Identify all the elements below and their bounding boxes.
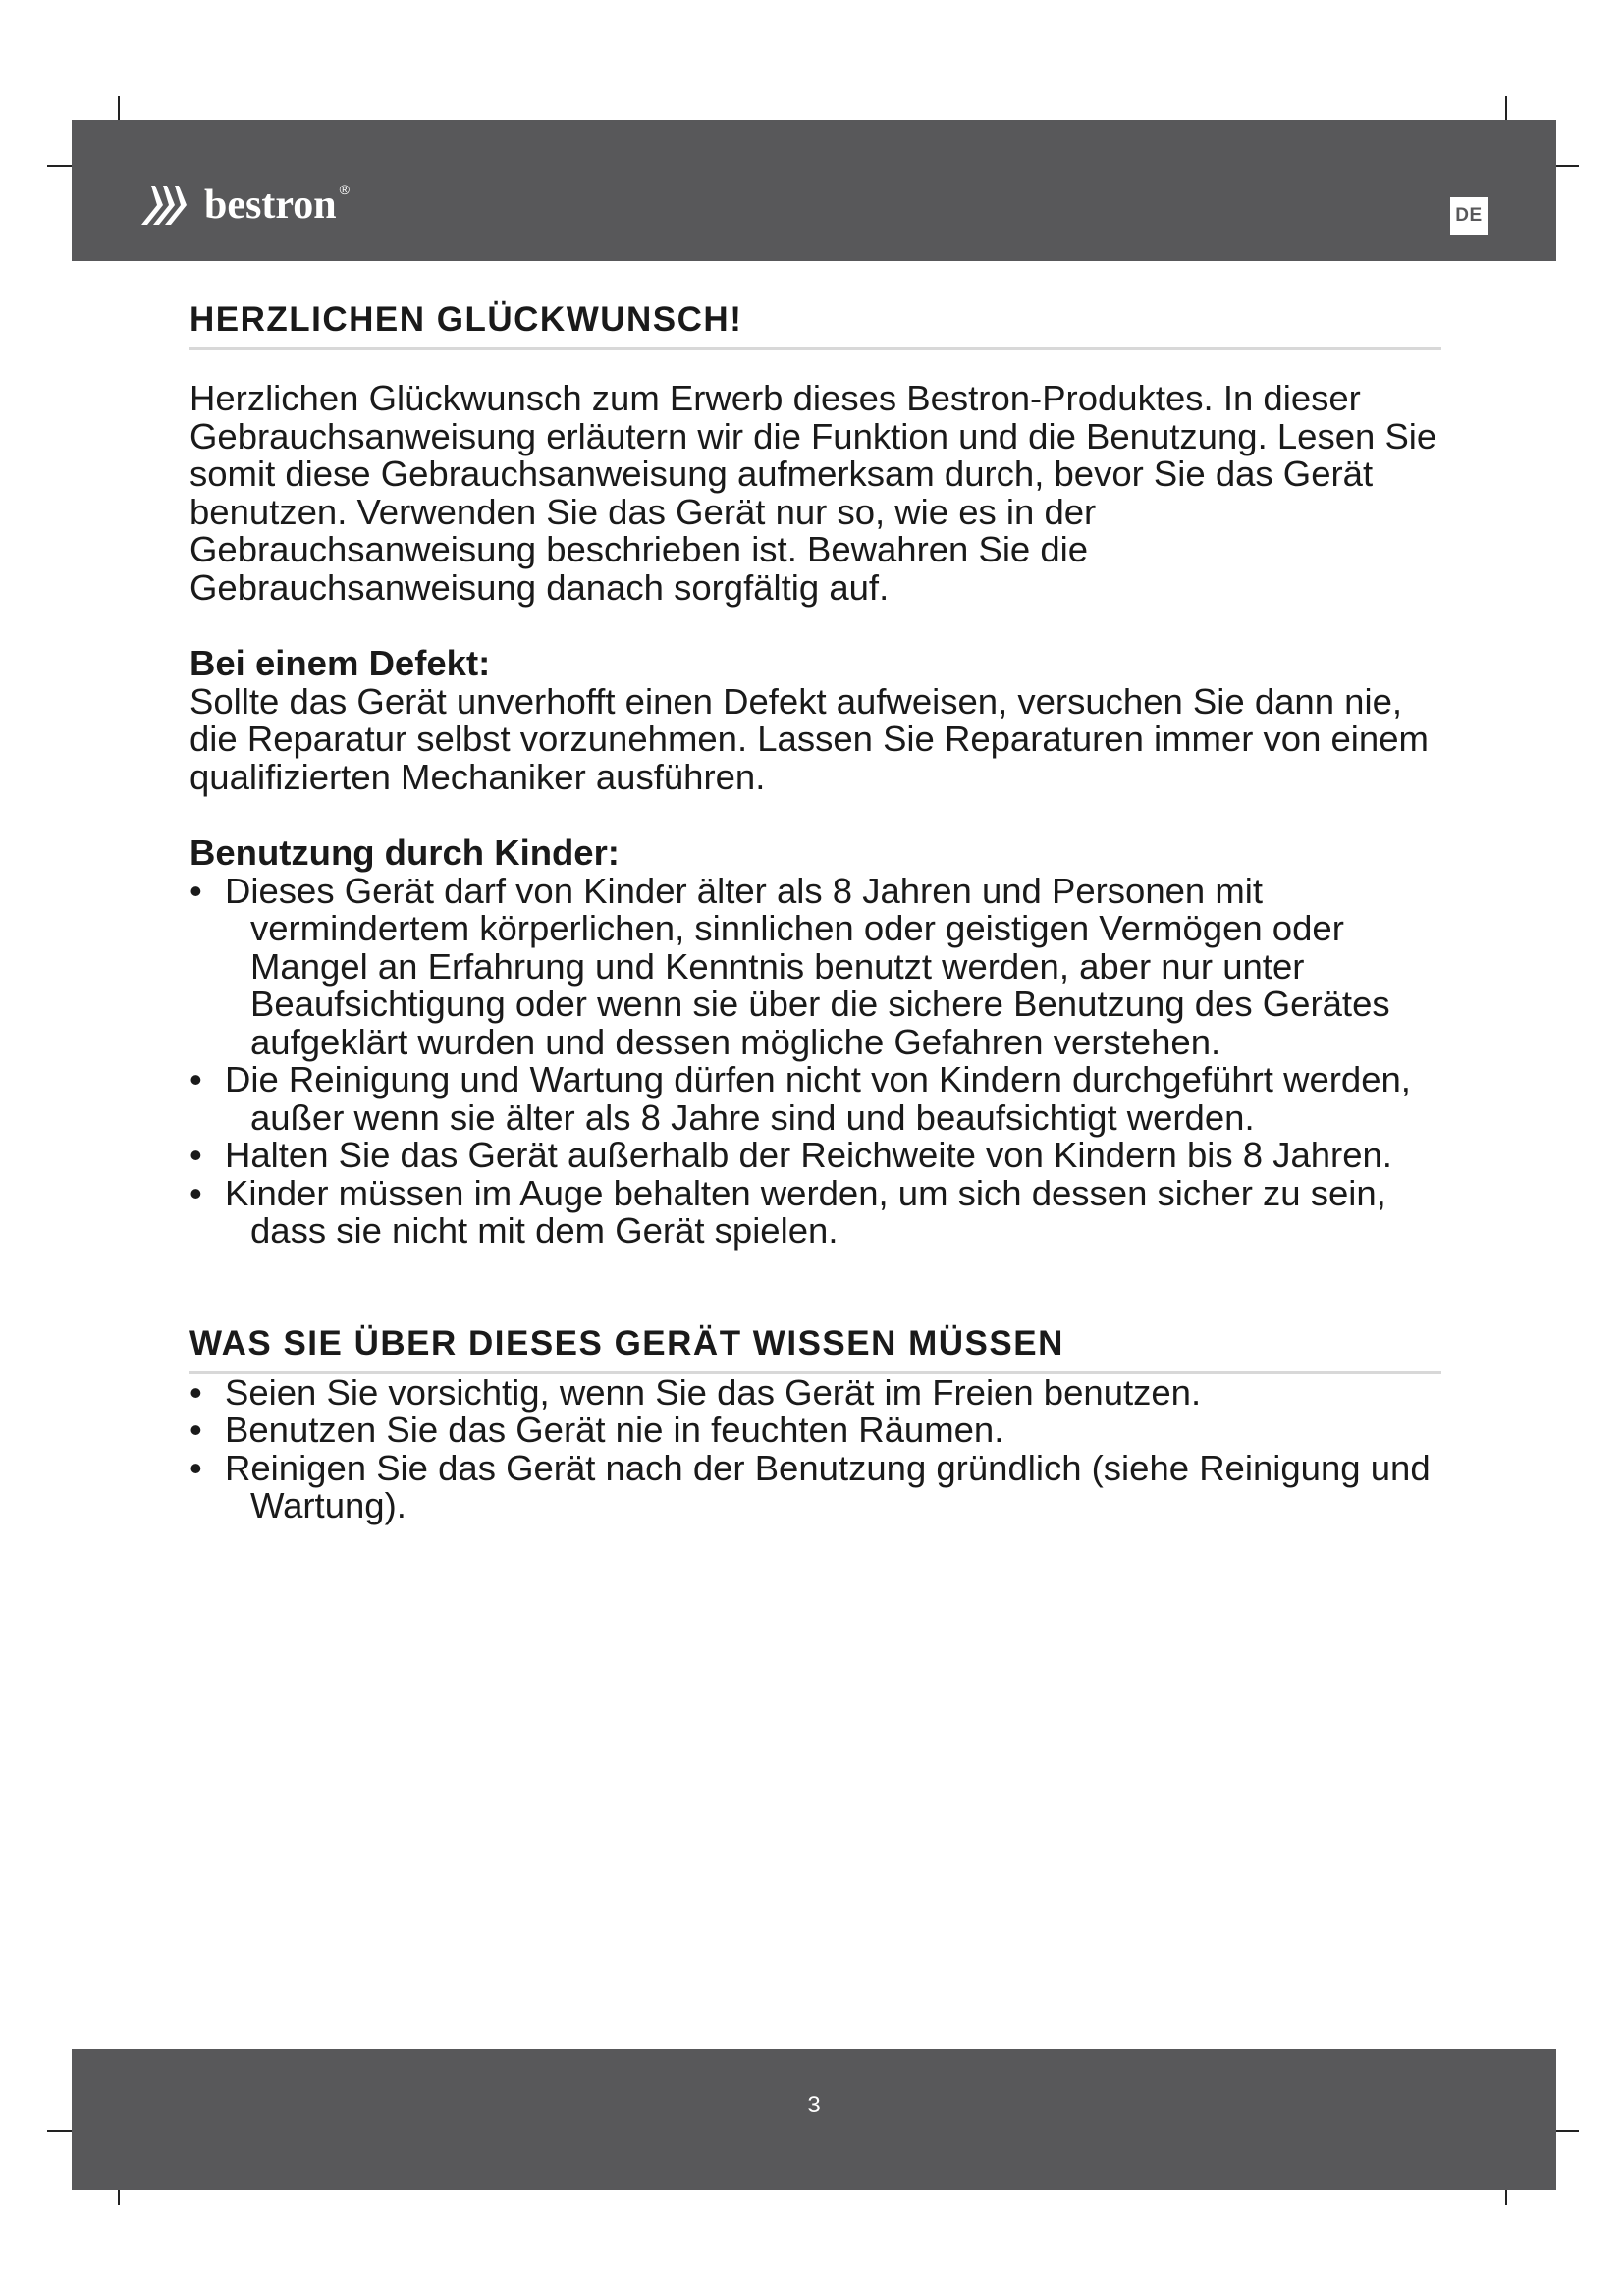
section-heading: WAS SIE ÜBER DIESES GERÄT WISSEN MÜSSEN bbox=[189, 1324, 1441, 1374]
intro-paragraph: Herzlichen Glückwunsch zum Erwerb dieses Bestron-Produktes. In dieser Gebrauchsanweisung erläutern wir die Funktion und die Benutzung. Lesen Sie somit diese Gebrauchsanweisung aufmerksam durch, bevor Sie das Gerät benutzen. Verwenden Sie das Gerät nur so, wie es in der Gebrauchsanweisung beschrieben ist. Bewahren Sie die Gebrauchsanweisung danach sorgfältig auf. bbox=[189, 378, 1437, 608]
page-number: 3 bbox=[807, 2092, 821, 2118]
sub-heading: Benutzung durch Kinder: bbox=[189, 832, 620, 873]
list-item: • Kinder müssen im Auge behalten werden, um sich dessen sicher zu sein, dass sie nicht mit dem Gerät spielen. bbox=[189, 1172, 1386, 1251]
bullet-icon: • bbox=[189, 1059, 202, 1099]
defect-block bbox=[189, 645, 1441, 796]
bullet-icon: • bbox=[189, 870, 202, 911]
device-section bbox=[189, 1324, 1441, 1525]
double-chevron-icon bbox=[139, 184, 194, 227]
section-heading: HERZLICHEN GLÜCKWUNSCH! bbox=[189, 300, 1441, 350]
bullet-icon: • bbox=[189, 1135, 202, 1175]
bullet-list bbox=[189, 870, 1441, 1251]
registered-mark: ® bbox=[339, 182, 350, 197]
list-item: • Seien Sie vorsichtig, wenn Sie das Gerät im Freien benutzen. bbox=[189, 1371, 1202, 1413]
list-item: • Benutzen Sie das Gerät nie in feuchten Räumen. bbox=[189, 1410, 1004, 1450]
brand-logo bbox=[139, 184, 350, 227]
defect-paragraph: Sollte das Gerät unverhofft einen Defekt aufweisen, versuchen Sie dann nie, die Reparatur selbst vorzunehmen. Lassen Sie Reparaturen immer von einem qualifizierten Mechaniker ausführen. bbox=[189, 680, 1429, 797]
bullet-icon: • bbox=[189, 1172, 202, 1213]
language-badge: DE bbox=[1450, 197, 1488, 235]
page-content bbox=[189, 300, 1441, 1525]
bullet-list bbox=[189, 1371, 1441, 1525]
children-block bbox=[189, 834, 1441, 1251]
bullet-icon: • bbox=[189, 1410, 202, 1450]
bullet-icon: • bbox=[189, 1447, 202, 1488]
list-item: • Halten Sie das Gerät außerhalb der Reichweite von Kindern bis 8 Jahren. bbox=[189, 1135, 1392, 1175]
list-item: • Reinigen Sie das Gerät nach der Benutzung gründlich (siehe Reinigung und Wartung). bbox=[189, 1447, 1431, 1525]
list-item: • Die Reinigung und Wartung dürfen nicht von Kindern durchgeführt werden, außer wenn sie älter als 8 Jahre sind und beaufsichtigt werden. bbox=[189, 1059, 1411, 1138]
bullet-icon: • bbox=[189, 1371, 202, 1413]
header-bar bbox=[72, 120, 1556, 261]
sub-heading: Bei einem Defekt: bbox=[189, 643, 491, 683]
list-item: • Dieses Gerät darf von Kinder älter als 8 Jahren und Personen mit vermindertem körperlichen, sinnlichen oder geistigen Vermögen oder Mangel an Erfahrung und Kenntnis benutzt werden, aber nur unter Beaufsichtigung oder wenn sie über die sichere Benutzung des Gerätes aufgeklärt wurden und dessen mögliche Gefahren verstehen. bbox=[189, 870, 1390, 1062]
footer-bar bbox=[72, 2049, 1556, 2190]
brand-name: bestron bbox=[204, 183, 337, 228]
